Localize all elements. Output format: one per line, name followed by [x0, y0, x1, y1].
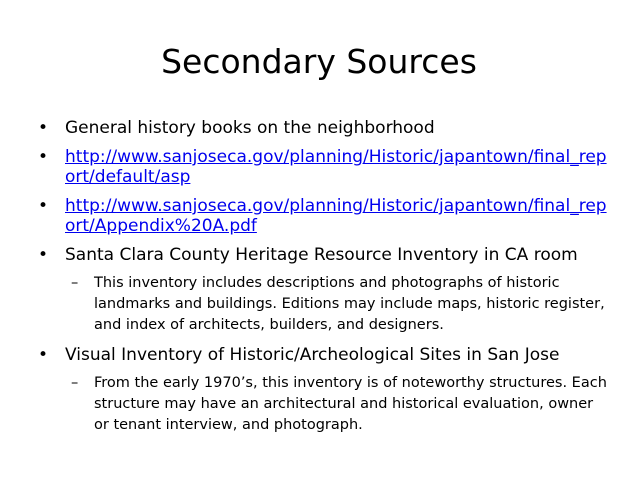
bullet-icon: •	[38, 118, 49, 138]
bullet-item-heritage-inventory	[38, 245, 610, 336]
bullet-item-history-books	[38, 118, 610, 138]
bullet-text: General history books on the neighborhood	[65, 118, 435, 138]
bullet-icon: •	[38, 147, 49, 167]
sub-bullet-heritage-description	[38, 273, 610, 336]
dash-icon: –	[71, 375, 79, 391]
bullet-item-link-appendix	[38, 196, 610, 236]
sub-bullet-text: From the early 1970’s, this inventory is of noteworthy structures. Each structure may have an architectural and historical evaluation, owner or tenant interview, and photograph.	[94, 375, 607, 433]
sub-bullet-text: This inventory includes descriptions and photographs of historic landmarks and buildings. Editions may include maps, historic register, and index of architects, builders, and designers.	[94, 275, 605, 333]
appendix-link[interactable]: http://www.sanjoseca.gov/planning/Historic/japantown/final_report/Appendix%20A.pdf	[65, 196, 607, 236]
bullet-item-link-final-report	[38, 147, 610, 187]
sub-bullet-visual-description	[38, 373, 610, 436]
bullet-icon: •	[38, 345, 49, 365]
bullet-text: Santa Clara County Heritage Resource Inventory in CA room	[65, 245, 578, 265]
bullet-item-visual-inventory	[38, 345, 610, 436]
bullet-icon: •	[38, 196, 49, 216]
bullet-text: Visual Inventory of Historic/Archeological Sites in San Jose	[65, 345, 560, 365]
slide-title: Secondary Sources	[161, 42, 477, 81]
final-report-link[interactable]: http://www.sanjoseca.gov/planning/Historic/japantown/final_report/default/asp	[65, 147, 607, 187]
bullet-list	[38, 118, 610, 445]
dash-icon: –	[71, 275, 79, 291]
bullet-icon: •	[38, 245, 49, 265]
